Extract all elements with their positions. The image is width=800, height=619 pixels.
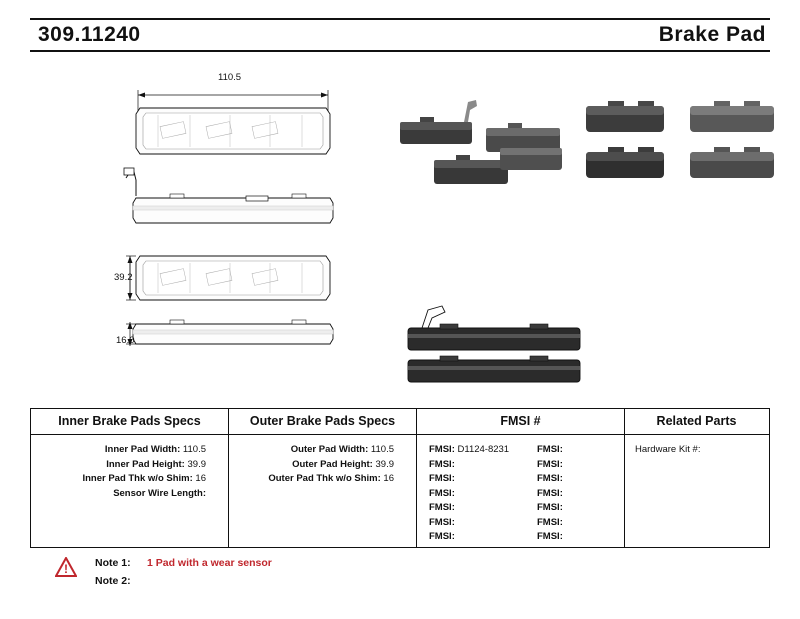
- product-type-title: Brake Pad: [658, 23, 766, 46]
- inner-pad-thk-value: 16: [195, 473, 206, 484]
- related-parts-list: [625, 435, 768, 458]
- fmsi-list: [417, 435, 624, 545]
- drawing-area: [30, 60, 770, 390]
- inner-specs-title: Inner Brake Pads Specs: [58, 414, 201, 428]
- spec-row: [229, 443, 394, 458]
- svg-text:!: !: [64, 562, 68, 576]
- fmsi-row: [429, 516, 537, 531]
- inner-specs-column: [31, 435, 229, 547]
- specs-table-header-row: [31, 409, 769, 435]
- outer-pad-width-label: Outer Pad Width:: [290, 444, 369, 455]
- fmsi-row: [537, 530, 624, 545]
- specs-header-cell-fmsi: [417, 409, 625, 434]
- document-header: [30, 18, 770, 52]
- fmsi-label: FMSI:: [537, 444, 563, 455]
- fmsi-row: [537, 472, 624, 487]
- inner-pad-width-value: 110.5: [182, 444, 206, 455]
- fmsi-label: FMSI:: [537, 502, 563, 513]
- specs-header-cell-outer: [229, 409, 417, 434]
- spec-row: [31, 487, 206, 502]
- dimension-height-label: 39.2: [114, 272, 133, 283]
- fmsi-value: D1124-8231: [457, 444, 510, 455]
- warning-triangle-icon: [55, 557, 77, 577]
- outer-pad-height-value: 39.9: [375, 458, 394, 470]
- fmsi-label: FMSI:: [537, 516, 563, 528]
- fmsi-row: [429, 443, 537, 458]
- fmsi-row: [429, 472, 537, 487]
- outer-specs-list: [229, 435, 416, 487]
- fmsi-row: [429, 501, 537, 516]
- outer-specs-title: Outer Brake Pads Specs: [249, 414, 396, 428]
- spec-row: [229, 472, 394, 487]
- fmsi-row: [537, 443, 624, 458]
- outer-pad-width-value: 110.5: [370, 444, 394, 455]
- inner-pad-height-label: Inner Pad Height:: [106, 458, 185, 470]
- outer-pad-thk-label: Outer Pad Thk w/o Shim:: [268, 473, 381, 484]
- sensor-wire-length-label: Sensor Wire Length:: [113, 487, 206, 499]
- header-rule-bottom: [30, 50, 770, 52]
- fmsi-label: FMSI:: [429, 473, 455, 484]
- notes-section: [55, 555, 555, 600]
- outer-pad-thk-value: 16: [383, 473, 394, 484]
- specs-header-cell-inner: [31, 409, 229, 434]
- fmsi-label: FMSI:: [429, 487, 455, 499]
- specs-table: [30, 408, 770, 548]
- specs-table-body: [31, 435, 769, 547]
- spec-row: [31, 472, 206, 487]
- product-photo-rear-pads: [390, 90, 570, 210]
- note-1-label: Note 1:: [95, 557, 131, 569]
- related-parts-title: Related Parts: [656, 414, 737, 428]
- outer-pad-height-label: Outer Pad Height:: [292, 458, 373, 470]
- dimension-thickness-label: 16.0: [116, 335, 135, 346]
- spec-row: [31, 443, 206, 458]
- fmsi-label: FMSI:: [429, 531, 455, 542]
- inner-pad-width-label: Inner Pad Width:: [104, 444, 181, 455]
- fmsi-label: FMSI:: [429, 502, 455, 513]
- fmsi-column: [417, 435, 625, 547]
- fmsi-row: [429, 487, 537, 502]
- fmsi-label: FMSI:: [429, 444, 455, 455]
- fmsi-title: FMSI #: [500, 414, 541, 428]
- dimension-width-label: 110.5: [218, 72, 242, 83]
- fmsi-row: [537, 501, 624, 516]
- outer-specs-column: [229, 435, 417, 547]
- fmsi-row: [429, 458, 537, 473]
- spec-row: [229, 458, 394, 473]
- fmsi-label: FMSI:: [537, 531, 563, 542]
- fmsi-label: FMSI:: [429, 516, 455, 528]
- fmsi-row: [537, 487, 624, 502]
- inner-pad-height-value: 39.9: [187, 458, 206, 470]
- note-2-label: Note 2:: [95, 575, 131, 587]
- product-photo-pad-set: [578, 92, 783, 202]
- fmsi-label: FMSI:: [537, 458, 563, 470]
- part-number: 309.11240: [38, 23, 141, 46]
- inner-pad-thk-label: Inner Pad Thk w/o Shim:: [82, 473, 193, 484]
- fmsi-row: [537, 516, 624, 531]
- fmsi-label: FMSI:: [537, 473, 563, 484]
- fmsi-row: [429, 530, 537, 545]
- fmsi-label: FMSI:: [429, 458, 455, 470]
- spec-row: [31, 458, 206, 473]
- hardware-kit-label: Hardware Kit #:: [635, 444, 701, 455]
- related-parts-column: [625, 435, 768, 547]
- specs-header-cell-related: [625, 409, 768, 434]
- fmsi-label: FMSI:: [537, 487, 563, 499]
- fmsi-row: [537, 458, 624, 473]
- inner-specs-list: [31, 435, 228, 501]
- note-1-value: 1 Pad with a wear sensor: [147, 557, 272, 569]
